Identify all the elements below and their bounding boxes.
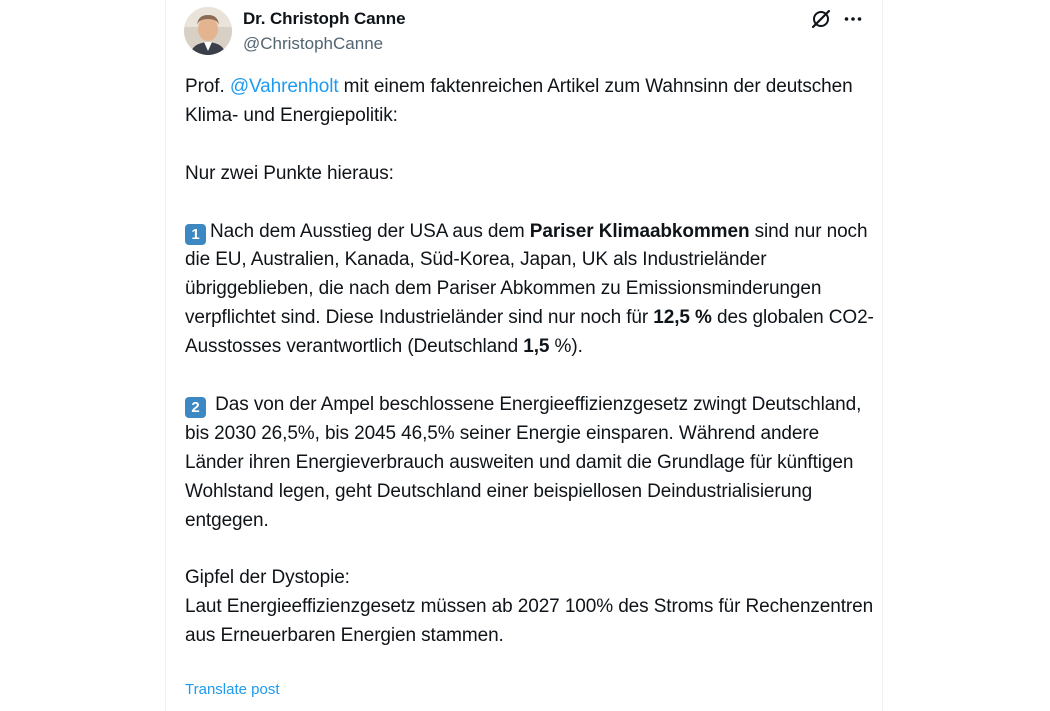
intro-paragraph: Prof. @Vahrenholt mit einem faktenreichen Artikel zum Wahnsinn der deutschen Klima- und Energiepolitik: — [185, 76, 853, 126]
author-name[interactable]: Dr. Christoph Canne — [243, 9, 406, 28]
keycap-one-icon: 1 — [185, 224, 206, 245]
closing-heading: Gipfel der Dystopie: — [185, 567, 350, 589]
subheading: Nur zwei Punkte hieraus: — [185, 162, 394, 184]
more-icon[interactable] — [842, 8, 864, 30]
closing-text: Laut Energieeffizienzgesetz müssen ab 2027 100% des Stroms für Rechenzentren aus Erneuerbaren Energien stammen. — [185, 596, 874, 647]
point-one: 1 Nach dem Ausstieg der USA aus dem Pariser Klimaabkommen sind nur noch die EU, Australien, Kanada, Süd-Korea, Japan, UK als Industrieländer übriggeblieben, die nach dem Pariser Abkommen zu Emissionsminderungen verpflichtet sind. Diese Industrieländer sind nur noch für 12,5 % des globalen CO2-Ausstosses verantwortlich (Deutschland 1,5 %). — [185, 220, 874, 358]
post-text — [185, 73, 875, 651]
author-avatar[interactable] — [184, 7, 232, 55]
translate-post-link[interactable]: Translate post — [185, 681, 280, 698]
post-container — [165, 0, 883, 711]
grok-icon[interactable] — [810, 8, 832, 30]
keycap-two-icon: 2 — [185, 397, 206, 418]
point-two: 2 Das von der Ampel beschlossene Energieeffizienzgesetz zwingt Deutschland, bis 2030 26,5%, bis 2045 46,5% seiner Energie einsparen. Während andere Länder ihren Energieverbrauch ausweiten und damit die Grundlage für künftigen Wohlstand legen, geht Deutschland einer beispiellosen Deindustrialisierung entgegen. — [185, 393, 862, 531]
author-handle[interactable]: @ChristophCanne — [243, 34, 384, 53]
mention-link[interactable]: @Vahrenholt — [229, 76, 339, 97]
